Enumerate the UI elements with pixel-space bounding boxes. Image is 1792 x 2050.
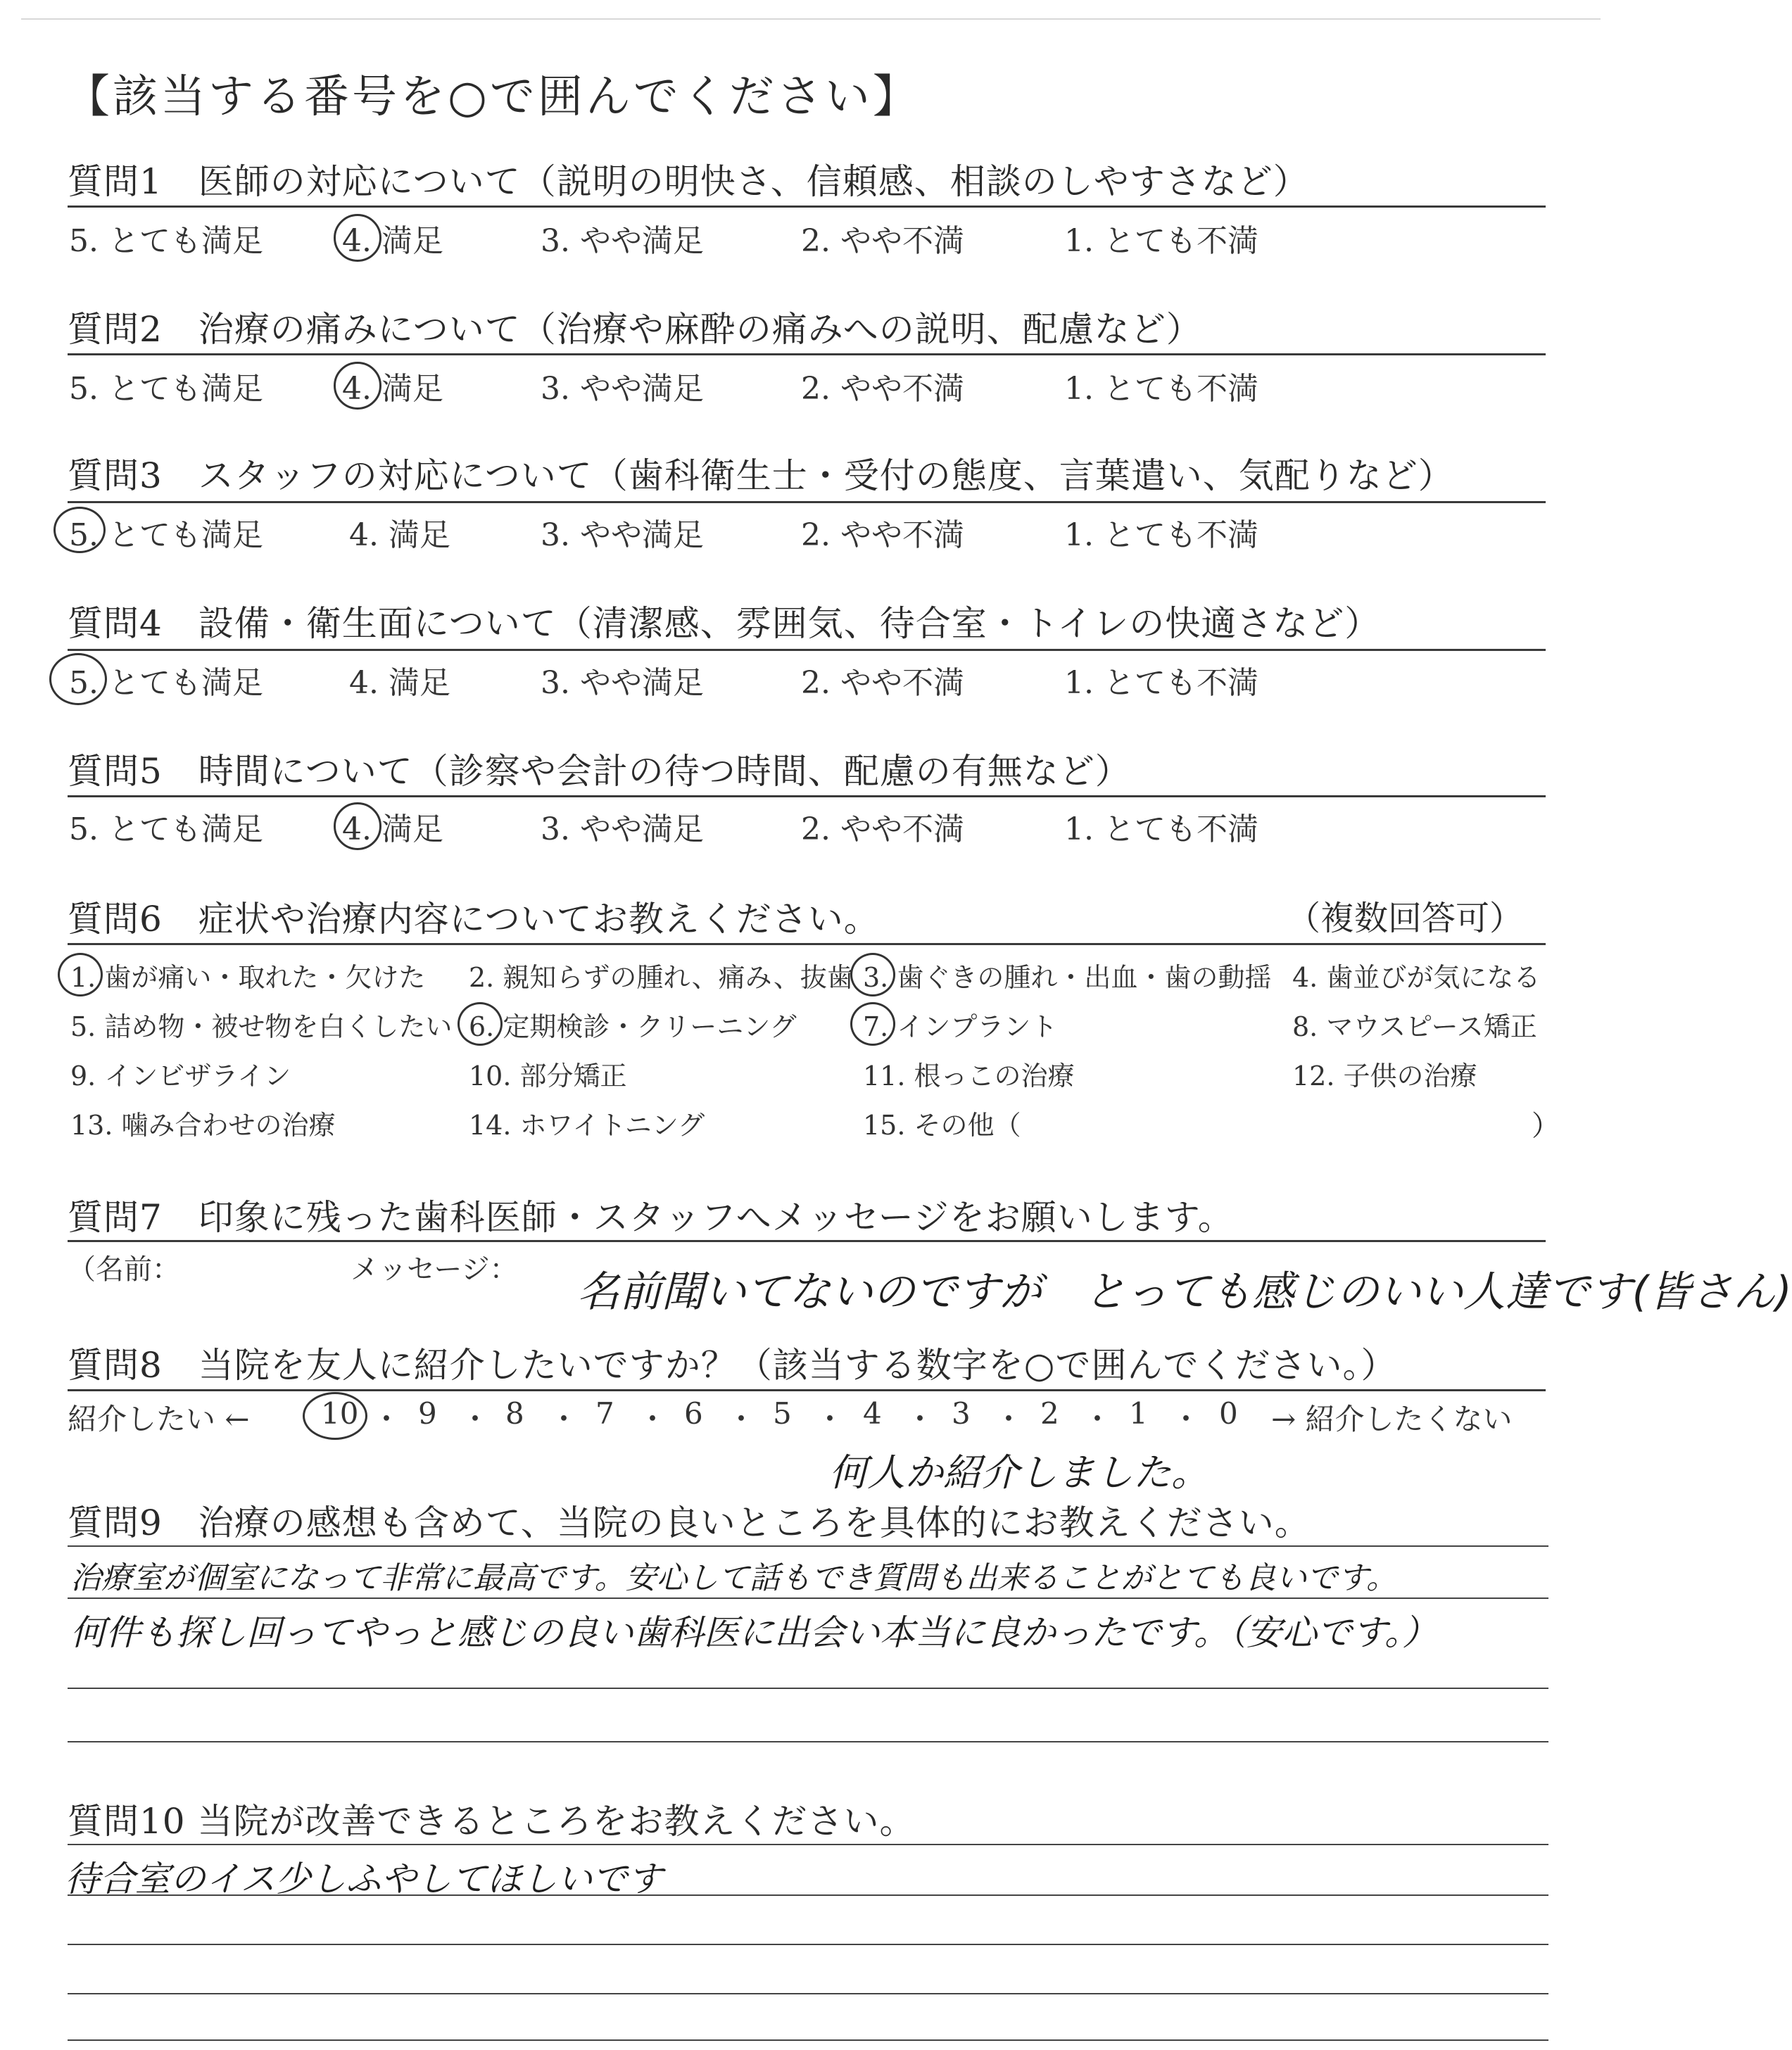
q3-option-5[interactable]: 5. とても満足 bbox=[69, 517, 263, 553]
q7-handwritten-message: 名前聞いてないのですが とっても感じのいい人達です(皆さん) bbox=[577, 1267, 1792, 1317]
q8-scale-1[interactable]: 1 bbox=[1129, 1396, 1148, 1431]
q6-option-4[interactable]: 4. 歯並びが気になる bbox=[1292, 962, 1541, 993]
q8-scale-dot: ・ bbox=[1083, 1402, 1113, 1436]
question-5-options bbox=[0, 804, 1622, 846]
q4-option-5[interactable]: 5. とても満足 bbox=[69, 665, 263, 701]
instruction-header: 【該当する番号を○で囲んでください】 bbox=[65, 71, 921, 123]
q8-scale-4[interactable]: 4 bbox=[863, 1396, 882, 1431]
q1-option-3[interactable]: 3. やや満足 bbox=[541, 223, 704, 259]
question-7-rule bbox=[68, 1240, 1546, 1242]
q10-writing-line-4 bbox=[68, 1993, 1548, 1994]
question-2-rule bbox=[68, 353, 1546, 355]
q8-scale-0[interactable]: 0 bbox=[1219, 1396, 1238, 1431]
question-1-title: 質問1 医師の対応について（説明の明快さ、信頼感、相談のしやすさなど） bbox=[68, 161, 1309, 202]
q6-option-6[interactable]: 6. 定期検診・クリーニング bbox=[469, 1011, 797, 1042]
q6-circle-mark-7 bbox=[850, 1002, 895, 1046]
q8-scale-5[interactable]: 5 bbox=[773, 1396, 792, 1431]
q2-option-3[interactable]: 3. やや満足 bbox=[541, 371, 704, 407]
question-3-options bbox=[0, 510, 1622, 552]
q3-option-2[interactable]: 2. やや不満 bbox=[801, 517, 964, 553]
q3-circle-mark bbox=[53, 507, 106, 553]
question-9-title: 質問9 治療の感想も含めて、当院の良いところを具体的にお教えください。 bbox=[68, 1502, 1311, 1543]
q5-option-3[interactable]: 3. やや満足 bbox=[541, 811, 704, 847]
q6-option-15[interactable]: 15. その他（ bbox=[863, 1110, 1021, 1141]
q6-option-1[interactable]: 1. 歯が痛い・取れた・欠けた bbox=[70, 962, 426, 993]
q6-option-2[interactable]: 2. 親知らずの腫れ、痛み、抜歯 bbox=[469, 962, 854, 993]
q6-option-12[interactable]: 12. 子供の治療 bbox=[1292, 1061, 1477, 1092]
q6-circle-mark-1 bbox=[58, 953, 103, 996]
q8-scale-7[interactable]: 7 bbox=[595, 1396, 614, 1431]
question-3-rule bbox=[68, 501, 1546, 503]
question-2-title: 質問2 治療の痛みについて（治療や麻酔の痛みへの説明、配慮など） bbox=[68, 309, 1202, 350]
q8-scale-dot: ・ bbox=[815, 1402, 845, 1436]
q8-scale-9[interactable]: 9 bbox=[418, 1396, 437, 1431]
q9-writing-line-3 bbox=[68, 1688, 1548, 1689]
q8-scale-dot: ・ bbox=[549, 1402, 579, 1436]
q9-writing-line-1 bbox=[68, 1545, 1548, 1547]
question-5-title: 質問5 時間について（診察や会計の待つ時間、配慮の有無など） bbox=[68, 751, 1131, 792]
question-10-title: 質問10 当院が改善できるところをお教えください。 bbox=[68, 1801, 916, 1842]
question-4-title: 質問4 設備・衛生面について（清潔感、雰囲気、待合室・トイレの快適さなど） bbox=[68, 603, 1381, 644]
q6-option-13[interactable]: 13. 噛み合わせの治療 bbox=[70, 1110, 336, 1141]
q10-writing-line-5 bbox=[68, 2039, 1548, 2041]
q9-handwritten-line-1: 治療室が個室になって非常に最高です。安心して話もでき質問も出来ることがとても良いです。 bbox=[70, 1560, 1397, 1596]
question-4-rule bbox=[68, 649, 1546, 651]
q10-writing-line-1 bbox=[68, 1844, 1548, 1845]
q10-handwritten-answer: 待合室のイス少しふやしてほしいです bbox=[65, 1859, 663, 1899]
q4-circle-mark bbox=[49, 653, 107, 705]
question-6-title: 質問6 症状や治療内容についてお教えください。 bbox=[68, 899, 880, 939]
q8-right-label: → 紹介したくない bbox=[1271, 1402, 1513, 1436]
q1-circle-mark bbox=[334, 214, 381, 262]
q8-circle-mark-10 bbox=[303, 1392, 367, 1440]
q7-name-label: （名前： bbox=[68, 1253, 180, 1286]
q9-handwritten-line-2: 何件も探し回ってやっと感じの良い歯科医に出会い本当に良かったです。（安心です。） bbox=[70, 1612, 1437, 1653]
q6-multiple-answers-note: （複数回答可） bbox=[1286, 899, 1523, 938]
q6-circle-mark-3 bbox=[850, 953, 895, 996]
q4-option-1[interactable]: 1. とても不満 bbox=[1064, 665, 1258, 701]
q2-option-1[interactable]: 1. とても不満 bbox=[1064, 371, 1258, 407]
q8-scale-8[interactable]: 8 bbox=[505, 1396, 524, 1431]
q8-scale-dot: ・ bbox=[726, 1402, 757, 1436]
q10-writing-line-2 bbox=[68, 1894, 1548, 1896]
q2-circle-mark bbox=[334, 362, 381, 410]
question-6-rule bbox=[68, 943, 1546, 945]
q5-circle-mark bbox=[334, 802, 381, 850]
question-7-title: 質問7 印象に残った歯科医師・スタッフへメッセージをお願いします。 bbox=[68, 1197, 1234, 1238]
question-8-rule bbox=[68, 1389, 1546, 1391]
q6-option-7[interactable]: 7. インプラント bbox=[863, 1011, 1058, 1042]
q5-option-1[interactable]: 1. とても不満 bbox=[1064, 811, 1258, 847]
question-4-options bbox=[0, 657, 1622, 700]
q8-scale-3[interactable]: 3 bbox=[952, 1396, 971, 1431]
q4-option-2[interactable]: 2. やや不満 bbox=[801, 665, 964, 701]
q4-option-3[interactable]: 3. やや満足 bbox=[541, 665, 704, 701]
q5-option-5[interactable]: 5. とても満足 bbox=[69, 811, 263, 847]
q8-left-label: 紹介したい ← bbox=[68, 1402, 250, 1436]
q5-option-2[interactable]: 2. やや不満 bbox=[801, 811, 964, 847]
question-1-options bbox=[0, 215, 1622, 258]
q8-scale-dot: ・ bbox=[372, 1402, 402, 1436]
q2-option-4[interactable]: 4. 満足 bbox=[342, 371, 443, 407]
question-3-title: 質問3 スタッフの対応について（歯科衛生士・受付の態度、言葉遣い、気配りなど） bbox=[68, 455, 1454, 496]
q6-option-11[interactable]: 11. 根っこの治療 bbox=[863, 1061, 1075, 1092]
q1-option-1[interactable]: 1. とても不満 bbox=[1064, 223, 1258, 259]
q6-option-9[interactable]: 9. インビザライン bbox=[70, 1061, 291, 1092]
q7-message-label: メッセージ： bbox=[351, 1253, 518, 1286]
q8-scale-dot: ・ bbox=[638, 1402, 668, 1436]
q8-scale-dot: ・ bbox=[994, 1402, 1024, 1436]
q9-writing-line-4 bbox=[68, 1741, 1548, 1742]
q2-option-2[interactable]: 2. やや不満 bbox=[801, 371, 964, 407]
q8-scale-dot: ・ bbox=[460, 1402, 491, 1436]
q6-option-8[interactable]: 8. マウスピース矯正 bbox=[1292, 1011, 1537, 1042]
q6-option-5[interactable]: 5. 詰め物・被せ物を白くしたい bbox=[70, 1011, 453, 1042]
q3-option-1[interactable]: 1. とても不満 bbox=[1064, 517, 1258, 553]
q6-option-14[interactable]: 14. ホワイトニング bbox=[469, 1110, 705, 1141]
q2-option-5[interactable]: 5. とても満足 bbox=[69, 371, 263, 407]
q6-other-paren-close: ） bbox=[1532, 1110, 1560, 1142]
q8-scale-dot: ・ bbox=[1171, 1402, 1201, 1436]
question-5-rule bbox=[68, 795, 1546, 797]
top-edge-line bbox=[21, 18, 1601, 20]
q8-scale-dot: ・ bbox=[905, 1402, 935, 1436]
q3-option-3[interactable]: 3. やや満足 bbox=[541, 517, 704, 553]
q8-scale-2[interactable]: 2 bbox=[1040, 1396, 1059, 1431]
question-1-rule bbox=[68, 205, 1546, 208]
q6-circle-mark-6 bbox=[458, 1002, 503, 1046]
q5-option-4[interactable]: 4. 満足 bbox=[342, 811, 443, 847]
q6-option-3[interactable]: 3. 歯ぐきの腫れ・出血・歯の動揺 bbox=[863, 962, 1272, 993]
q10-writing-line-3 bbox=[68, 1944, 1548, 1945]
q1-option-4[interactable]: 4. 満足 bbox=[342, 223, 443, 259]
q8-scale-10[interactable]: 10 bbox=[321, 1396, 359, 1431]
question-8-title: 質問8 当院を友人に紹介したいですか？（該当する数字を○で囲んでください。） bbox=[68, 1345, 1397, 1386]
q3-option-4[interactable]: 4. 満足 bbox=[349, 517, 450, 553]
q9-writing-line-2 bbox=[68, 1597, 1548, 1599]
q6-option-10[interactable]: 10. 部分矯正 bbox=[469, 1061, 627, 1092]
q1-option-2[interactable]: 2. やや不満 bbox=[801, 223, 964, 259]
q1-option-5[interactable]: 5. とても満足 bbox=[69, 223, 263, 259]
q4-option-4[interactable]: 4. 満足 bbox=[349, 665, 450, 701]
question-2-options bbox=[0, 363, 1622, 405]
q8-handwritten-note: 何人か紹介しました。 bbox=[829, 1450, 1209, 1495]
q8-scale-6[interactable]: 6 bbox=[684, 1396, 703, 1431]
